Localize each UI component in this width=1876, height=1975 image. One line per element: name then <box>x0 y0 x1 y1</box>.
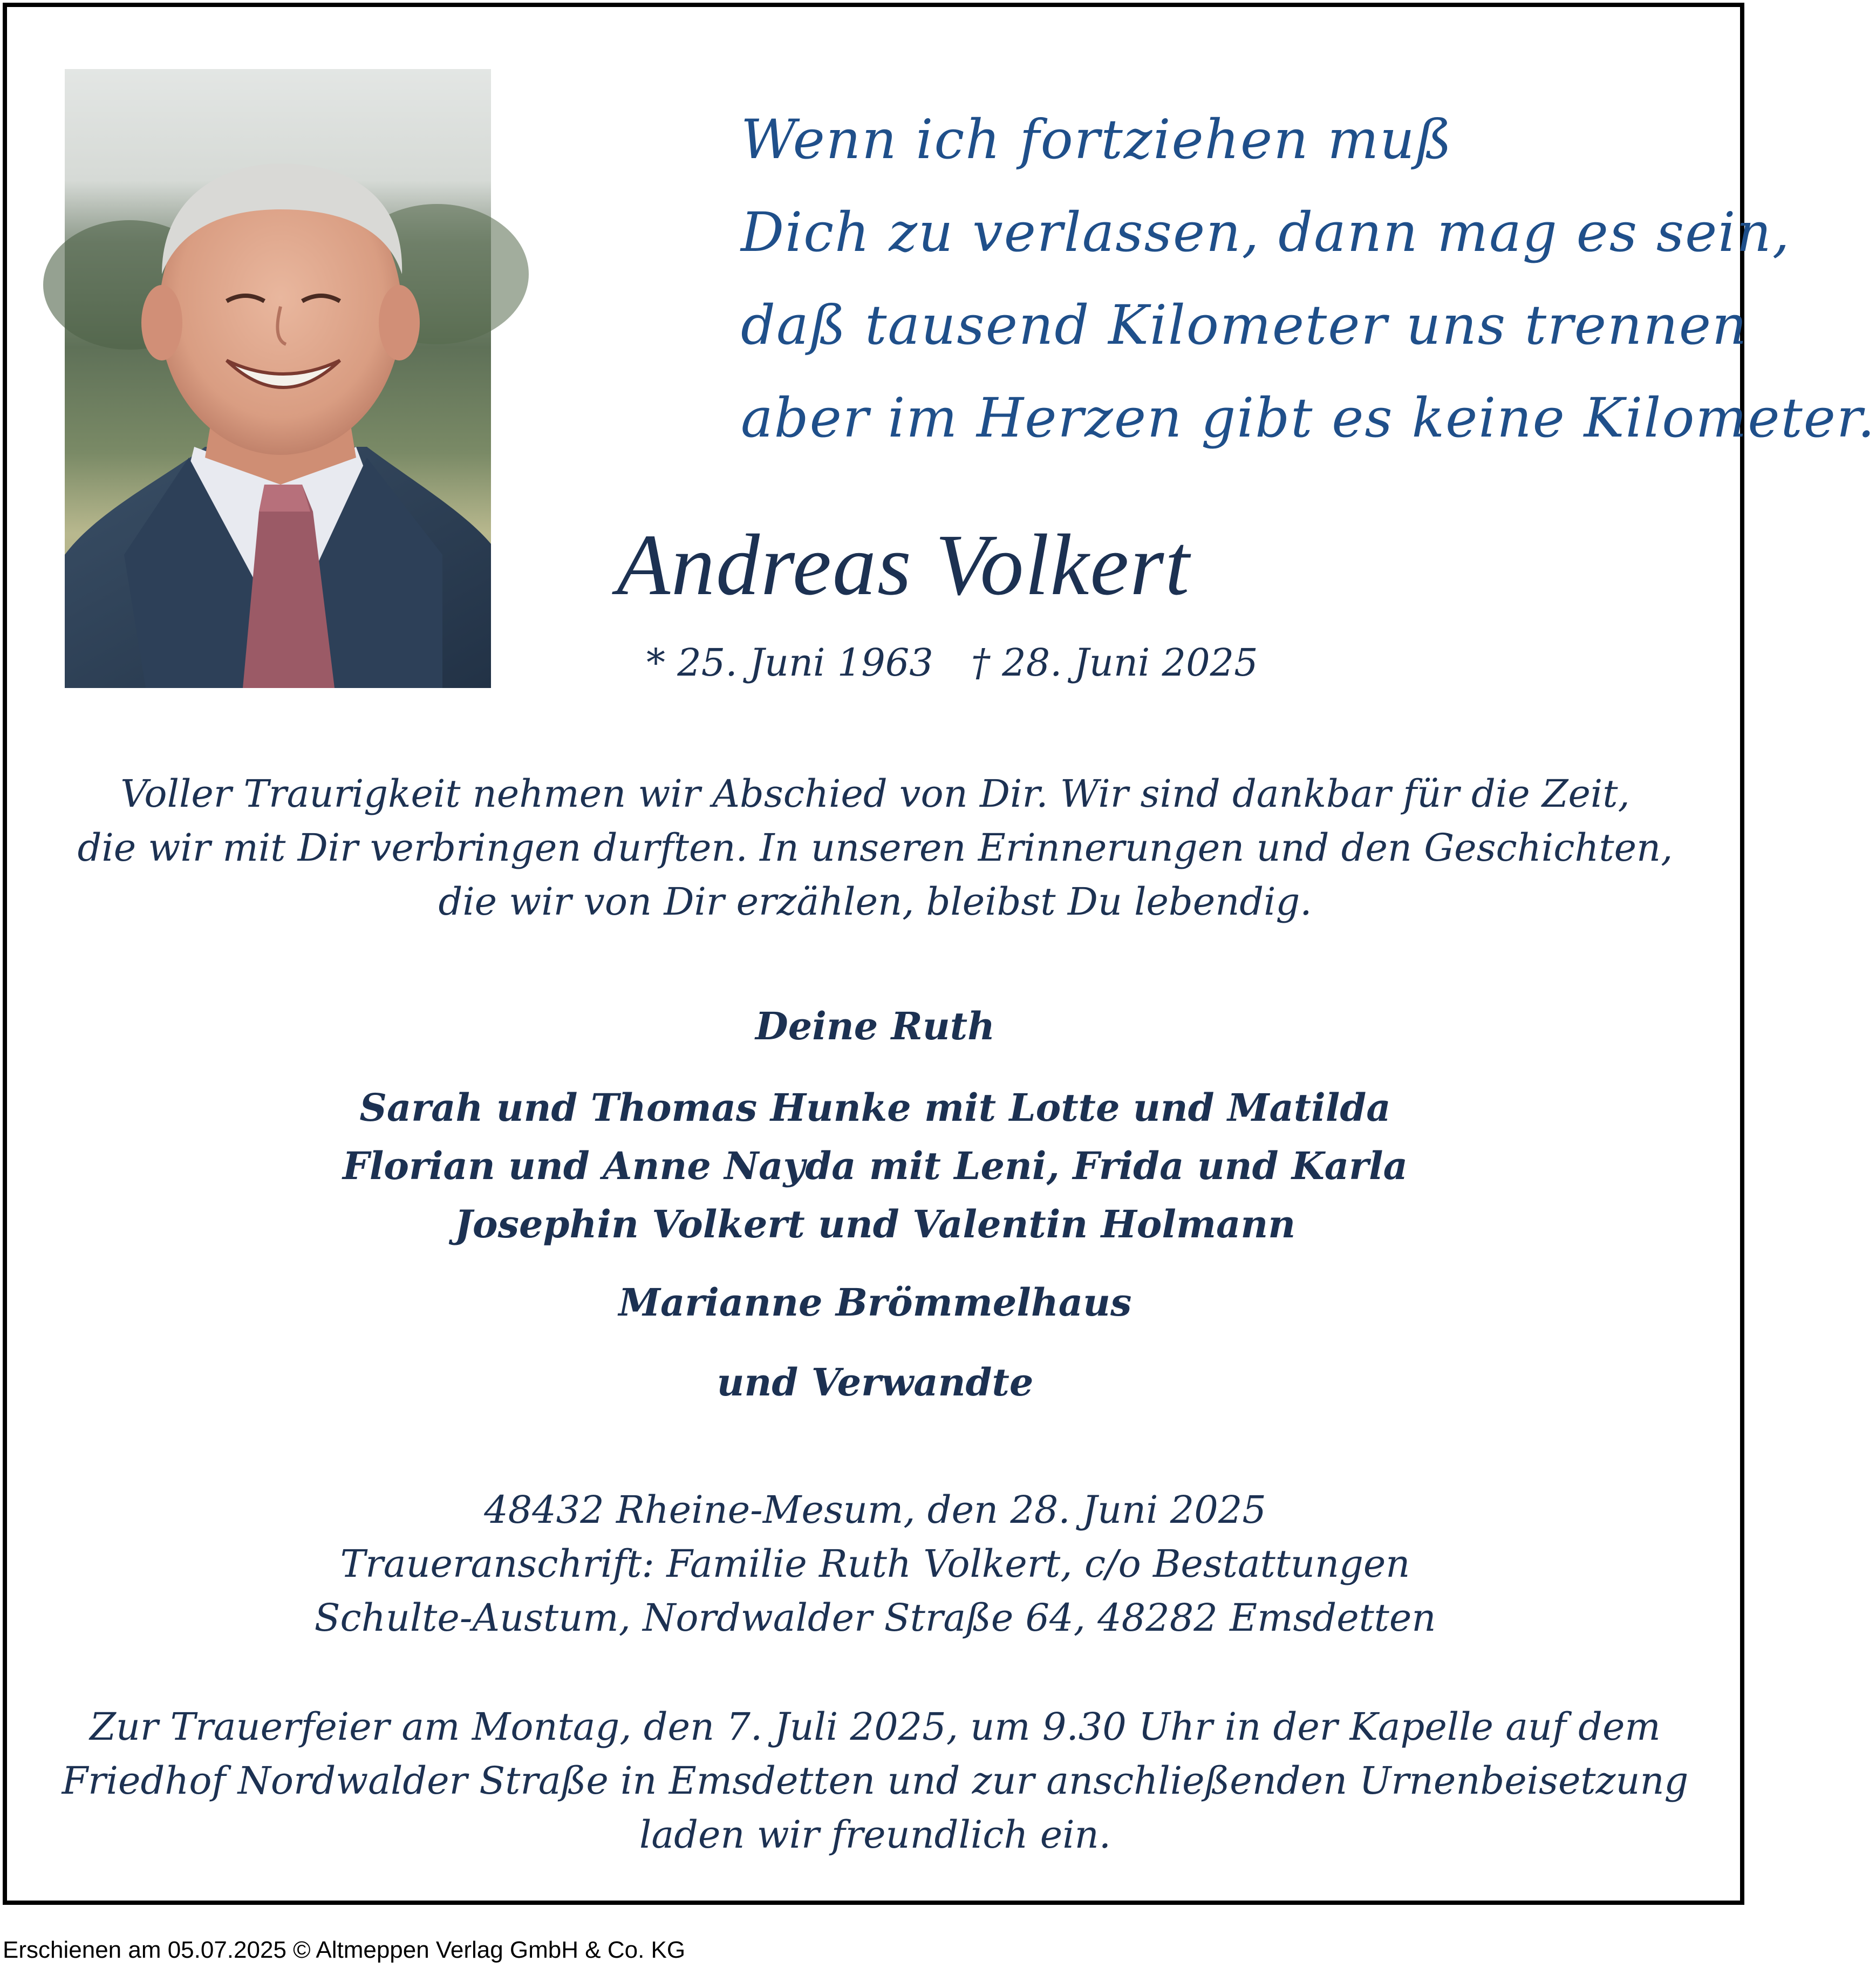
obituary-card <box>3 3 1876 1905</box>
portrait-photo <box>65 69 491 688</box>
farewell-line: die wir mit Dir verbringen durften. In unseren Erinnerungen und den Geschichten, <box>77 826 1673 870</box>
handwritten-poem <box>741 93 1876 465</box>
mourner-families <box>7 1079 1743 1254</box>
ceremony-invitation <box>7 1700 1743 1862</box>
death-date: † 28. Juni 2025 <box>971 641 1258 685</box>
poem-line: aber im Herzen gibt es keine Kilometer. <box>741 386 1876 450</box>
deceased-name: Andreas Volkert <box>617 517 1191 614</box>
address-line: Traueranschrift: Familie Ruth Volkert, c/o Bestattungen <box>340 1542 1410 1586</box>
birth-date: * 25. Juni 1963 <box>646 641 933 685</box>
farewell-line: die wir von Dir erzählen, bleibst Du lebendig. <box>438 880 1312 924</box>
address-line: Schulte-Austum, Nordwalder Straße 64, 48282 Emsdetten <box>314 1596 1436 1640</box>
portrait-image <box>65 69 491 688</box>
mourner-family-line: Florian und Anne Nayda mit Leni, Frida und Karla <box>343 1143 1408 1188</box>
mourner-family-line: Sarah und Thomas Hunke mit Lotte und Matilda <box>359 1085 1391 1130</box>
farewell-text <box>7 767 1743 929</box>
ceremony-line: laden wir freundlich ein. <box>639 1813 1111 1857</box>
poem-line: Dich zu verlassen, dann mag es sein, <box>741 201 1791 264</box>
ceremony-line: Friedhof Nordwalder Straße in Emsdetten und zur anschließenden Urnenbeisetzung <box>62 1759 1689 1803</box>
mourning-address <box>7 1483 1743 1645</box>
poem-line: daß tausend Kilometer uns trennen <box>741 294 1748 357</box>
mourner-other: Marianne Brömmelhaus <box>618 1280 1132 1325</box>
ceremony-line: Zur Trauerfeier am Montag, den 7. Juli 2025, um 9.30 Uhr in der Kapelle auf dem <box>90 1705 1661 1749</box>
publication-footer: Erschienen am 05.07.2025 © Altmeppen Verlag GmbH & Co. KG <box>3 1937 686 1963</box>
life-dates <box>646 636 1258 690</box>
farewell-line: Voller Traurigkeit nehmen wir Abschied von Dir. Wir sind dankbar für die Zeit, <box>120 772 1630 816</box>
mourner-spouse: Deine Ruth <box>755 1004 995 1048</box>
mourner-family-line: Josephin Volkert und Valentin Holmann <box>454 1202 1296 1247</box>
poem-line: Wenn ich fortziehen muß <box>741 108 1453 171</box>
address-line: 48432 Rheine-Mesum, den 28. Juni 2025 <box>484 1488 1266 1532</box>
mourner-relatives: und Verwandte <box>717 1360 1034 1405</box>
